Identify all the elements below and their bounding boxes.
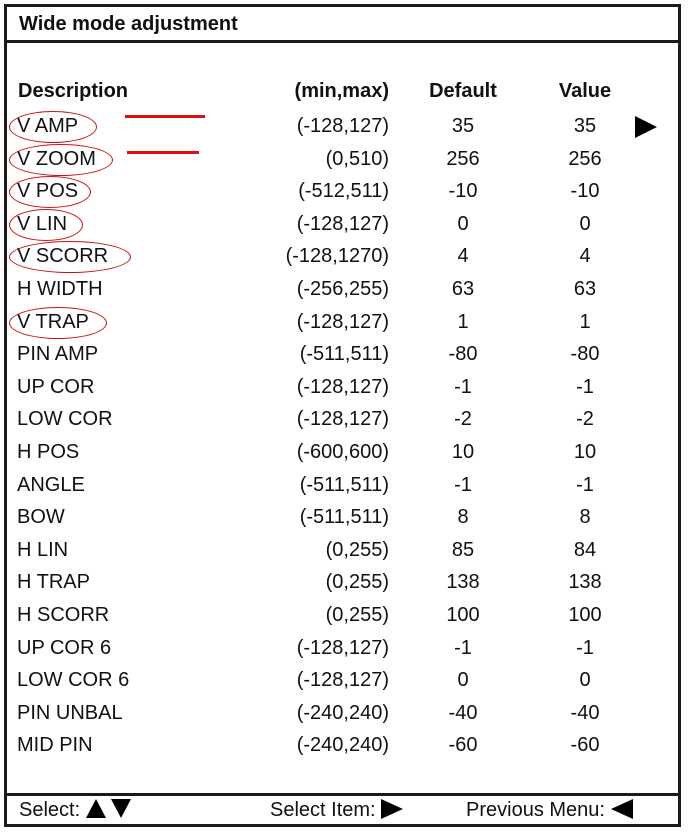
footer-previous-menu bbox=[466, 799, 633, 822]
row-default: -80 bbox=[448, 343, 478, 365]
previous-menu-label: Previous Menu: bbox=[466, 799, 605, 821]
row-range: (0,510) bbox=[325, 148, 389, 170]
row-value: 0 bbox=[579, 669, 591, 691]
row-default: 8 bbox=[457, 506, 469, 528]
footer-select-item bbox=[270, 799, 403, 822]
row-range: (-256,255) bbox=[296, 278, 389, 300]
footer-select bbox=[19, 799, 131, 822]
table-row[interactable] bbox=[7, 474, 678, 506]
row-value: -1 bbox=[576, 474, 594, 496]
row-description: V AMP bbox=[17, 115, 79, 137]
red-line-annotation bbox=[125, 115, 205, 118]
row-default: 100 bbox=[446, 604, 480, 626]
red-line-annotation bbox=[127, 151, 199, 154]
row-value: -80 bbox=[570, 343, 600, 365]
row-default: 0 bbox=[457, 213, 469, 235]
row-value: -60 bbox=[570, 734, 600, 756]
row-range: (-512,511) bbox=[298, 180, 389, 202]
row-value: -40 bbox=[570, 702, 600, 724]
row-value: -2 bbox=[576, 408, 594, 430]
table-row[interactable] bbox=[7, 734, 678, 766]
row-description: V ZOOM bbox=[17, 148, 96, 170]
row-description: PIN AMP bbox=[17, 343, 99, 365]
row-description: H SCORR bbox=[17, 604, 110, 626]
row-value: 138 bbox=[568, 571, 602, 593]
column-header-range: (min,max) bbox=[294, 80, 389, 102]
red-circle-annotation bbox=[9, 144, 113, 176]
footer-bar bbox=[7, 793, 678, 824]
row-default: -10 bbox=[448, 180, 478, 202]
row-range: (-600,600) bbox=[296, 441, 389, 463]
row-default: -1 bbox=[454, 376, 472, 398]
row-value: 0 bbox=[579, 213, 591, 235]
row-description: V SCORR bbox=[17, 245, 109, 267]
row-description: V POS bbox=[17, 180, 79, 202]
table-row[interactable] bbox=[7, 311, 678, 343]
triangle-down-icon bbox=[111, 799, 131, 818]
row-value: 63 bbox=[573, 278, 597, 300]
row-description: V LIN bbox=[17, 213, 68, 235]
window-title: Wide mode adjustment bbox=[19, 13, 238, 35]
row-default: 63 bbox=[451, 278, 475, 300]
row-default: 4 bbox=[457, 245, 469, 267]
row-value: -1 bbox=[576, 637, 594, 659]
row-description: V TRAP bbox=[17, 311, 89, 333]
row-range: (-511,511) bbox=[299, 506, 389, 528]
row-default: -60 bbox=[448, 734, 478, 756]
row-value: 4 bbox=[579, 245, 591, 267]
selection-cursor-icon bbox=[635, 116, 657, 138]
row-range: (-128,127) bbox=[296, 637, 389, 659]
row-description: H TRAP bbox=[17, 571, 90, 593]
table-row[interactable] bbox=[7, 180, 678, 212]
table-row[interactable] bbox=[7, 245, 678, 277]
column-header-description: Description bbox=[18, 80, 129, 102]
row-default: 1 bbox=[457, 311, 469, 333]
row-value: 8 bbox=[579, 506, 591, 528]
column-header-value: Value bbox=[558, 80, 612, 102]
row-range: (0,255) bbox=[325, 571, 389, 593]
triangle-right-icon bbox=[381, 799, 403, 819]
row-range: (-128,1270) bbox=[285, 245, 389, 267]
row-description: LOW COR 6 bbox=[17, 669, 130, 691]
table-row[interactable] bbox=[7, 278, 678, 310]
table-row[interactable] bbox=[7, 637, 678, 669]
row-description: BOW bbox=[17, 506, 65, 528]
row-value: 10 bbox=[573, 441, 597, 463]
row-default: -40 bbox=[448, 702, 478, 724]
osd-panel bbox=[4, 4, 681, 827]
row-default: 35 bbox=[451, 115, 475, 137]
row-range: (0,255) bbox=[325, 539, 389, 561]
table-row[interactable] bbox=[7, 539, 678, 571]
row-default: 138 bbox=[446, 571, 480, 593]
table-row[interactable] bbox=[7, 213, 678, 245]
select-label: Select: bbox=[19, 799, 81, 821]
table-row[interactable] bbox=[7, 408, 678, 440]
row-value: 256 bbox=[568, 148, 602, 170]
table-row[interactable] bbox=[7, 441, 678, 473]
row-description: ANGLE bbox=[17, 474, 85, 496]
triangle-left-icon bbox=[611, 799, 633, 819]
table-row[interactable] bbox=[7, 506, 678, 538]
row-default: 0 bbox=[457, 669, 469, 691]
table-row[interactable] bbox=[7, 571, 678, 603]
row-description: PIN UNBAL bbox=[17, 702, 123, 724]
row-description: MID PIN bbox=[17, 734, 93, 756]
row-description: UP COR 6 bbox=[17, 637, 112, 659]
row-description: UP COR bbox=[17, 376, 95, 398]
row-value: -10 bbox=[570, 180, 600, 202]
red-circle-annotation bbox=[9, 111, 97, 143]
table-row[interactable] bbox=[7, 115, 678, 147]
row-range: (-128,127) bbox=[296, 115, 389, 137]
row-default: -2 bbox=[454, 408, 472, 430]
red-circle-annotation bbox=[9, 209, 83, 241]
select-item-label: Select Item: bbox=[270, 799, 376, 821]
row-default: 85 bbox=[451, 539, 475, 561]
row-range: (-511,511) bbox=[299, 474, 389, 496]
row-default: 10 bbox=[451, 441, 475, 463]
table-row[interactable] bbox=[7, 148, 678, 180]
red-circle-annotation bbox=[9, 176, 91, 208]
row-range: (-511,511) bbox=[299, 343, 389, 365]
row-range: (-240,240) bbox=[296, 702, 389, 724]
row-description: LOW COR bbox=[17, 408, 113, 430]
row-range: (-128,127) bbox=[296, 311, 389, 333]
triangle-up-icon bbox=[86, 799, 106, 818]
table-row[interactable] bbox=[7, 604, 678, 636]
row-default: 256 bbox=[446, 148, 480, 170]
row-range: (-240,240) bbox=[296, 734, 389, 756]
row-value: -1 bbox=[576, 376, 594, 398]
row-description: H LIN bbox=[17, 539, 69, 561]
row-description: H WIDTH bbox=[17, 278, 103, 300]
table-row[interactable] bbox=[7, 376, 678, 408]
table-row[interactable] bbox=[7, 702, 678, 734]
row-range: (-128,127) bbox=[296, 669, 389, 691]
table-row[interactable] bbox=[7, 669, 678, 701]
row-value: 100 bbox=[568, 604, 602, 626]
red-circle-annotation bbox=[9, 307, 107, 339]
row-range: (-128,127) bbox=[296, 376, 389, 398]
row-value: 1 bbox=[579, 311, 591, 333]
row-default: -1 bbox=[454, 637, 472, 659]
column-header-default: Default bbox=[429, 80, 497, 102]
table-row[interactable] bbox=[7, 343, 678, 375]
row-description: H POS bbox=[17, 441, 80, 463]
row-range: (0,255) bbox=[325, 604, 389, 626]
row-range: (-128,127) bbox=[296, 213, 389, 235]
row-default: -1 bbox=[454, 474, 472, 496]
title-bar bbox=[7, 7, 678, 43]
row-value: 35 bbox=[573, 115, 597, 137]
row-range: (-128,127) bbox=[296, 408, 389, 430]
row-value: 84 bbox=[573, 539, 597, 561]
red-circle-annotation bbox=[9, 241, 131, 273]
